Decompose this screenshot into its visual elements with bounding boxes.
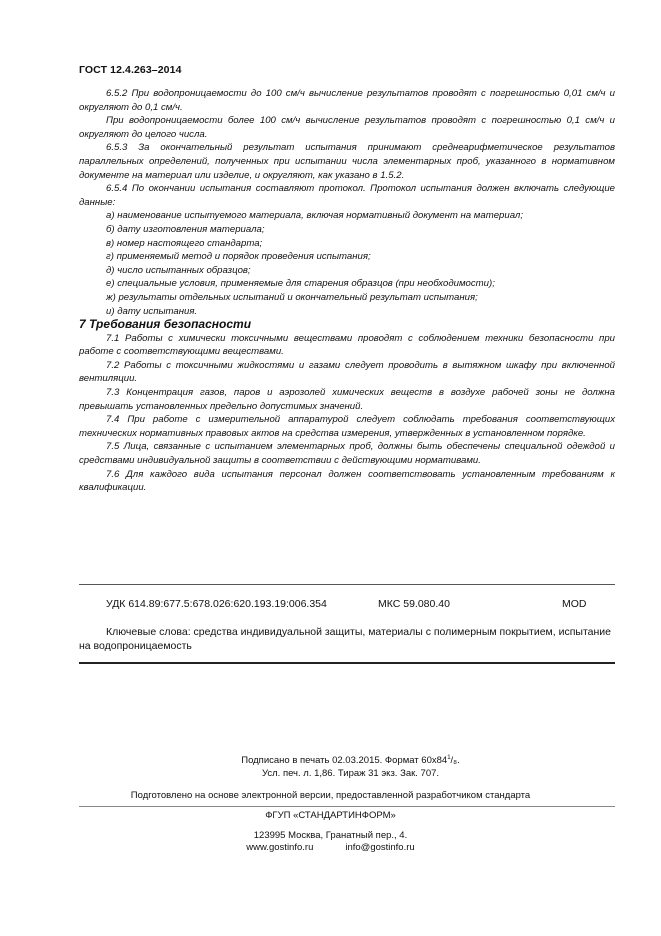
list-item: ж) результаты отдельных испытаний и окончательный результат испытания; [106,291,478,303]
publisher-address: 123995 Москва, Гранатный пер., 4. [253,829,408,841]
keywords-block [79,625,615,653]
publisher-contacts [246,842,414,855]
mks-code: МКС 59.080.40 [378,598,450,610]
paragraph-6-5-2-cont: При водопроницаемости более 100 см/ч вычисление результатов проводят с погрешностью 0,1 см/ч и округляют до целого числа. [79,115,615,140]
publisher-name: ФГУП «СТАНДАРТИНФОРМ» [265,810,396,821]
divider-bottom [79,662,615,664]
main-text [79,87,615,495]
publisher-email-link[interactable]: info@gostinfo.ru [345,842,415,853]
list-item: г) применяемый метод и порядок проведения испытания; [106,251,371,263]
page-header-doc-id: ГОСТ 12.4.263–2014 [79,64,182,76]
keywords-text: Ключевые слова: средства индивидуальной защиты, материалы с полимерным покрытием, испытание на водопроницаемость [79,626,611,652]
imprint-line-1: Подписано в печать 02.03.2015. Формат $60x84^1/_8$. [241,755,460,767]
paragraph-6-5-4: 6.5.4 По окончании испытания составляют протокол. Протокол испытания должен включать следующие данные: [79,183,615,208]
publisher-website-link[interactable]: www.gostinfo.ru [246,842,314,853]
imprint-block [0,752,661,780]
paragraph-7-3: 7.3 Концентрация газов, паров и аэрозолей химических веществ в воздухе рабочей зоны не должна превышать установленных предельно допустимых значений. [79,387,615,412]
paragraph-7-1: 7.1 Работы с химически токсичными веществами проводят с соблюдением техники безопасности при работе с соответствующими веществами. [79,332,615,358]
prepared-note: Подготовлено на основе электронной версии, предоставленной разработчиком стандарта [130,790,531,801]
divider-publisher [79,806,615,807]
paragraph-7-6: 7.6 Для каждого вида испытания персонал должен соответствовать установленным требованиям к квалификации. [79,468,615,494]
section-7-heading: 7 Требования безопасности [79,317,252,332]
list-item: в) номер настоящего стандарта; [106,237,263,249]
paragraph-6-5-2: 6.5.2 При водопроницаемости до 100 см/ч вычисление результатов проводят с погрешностью 0,01 см/ч и округляют до 0,1 см/ч. [79,88,615,113]
udk-code: УДК 614.89:677.5:678.026:620.193.19:006.354 [106,598,327,610]
imprint-line-2: Усл. печ. л. 1,86. Тираж 31 экз. Зак. 707. [261,767,440,779]
list-item: д) число испытанных образцов; [106,264,251,276]
paragraph-6-5-3: 6.5.3 За окончательный результат испытания принимают среднеарифметическое результатов параллельных определений, полученных при испытании числа элементарных проб, указанного в нормативном документе на материал или изделие, и округляют, как указано в 1.5.2. [79,142,615,181]
paragraph-7-2: 7.2 Работы с токсичными жидкостями и газами следует проводить в вытяжном шкафу при включенной вентиляции. [79,359,615,385]
paragraph-7-4: 7.4 При работе с измерительной аппаратурой следует соблюдать требования соответствующих технических нормативных правовых актов на средства измерения, утвержденных в установленном порядке. [79,414,615,439]
protocol-items-list [79,209,615,318]
list-item: е) специальные условия, применяемые для старения образцов (при необходимости); [106,278,495,290]
paragraph-7-5: 7.5 Лица, связанные с испытанием элементарных проб, должны быть обеспечены специальной одеждой и средствами индивидуальной защиты в соответствии с действующими нормативами. [79,441,615,467]
divider-top [79,584,615,585]
list-item: б) дату изготовления материала; [106,223,265,235]
mod-label: MOD [562,598,587,610]
list-item: а) наименование испытуемого материала, включая нормативный документ на материал; [106,210,524,222]
list-item: и) дату испытания. [106,305,198,317]
publisher-block [0,810,661,855]
